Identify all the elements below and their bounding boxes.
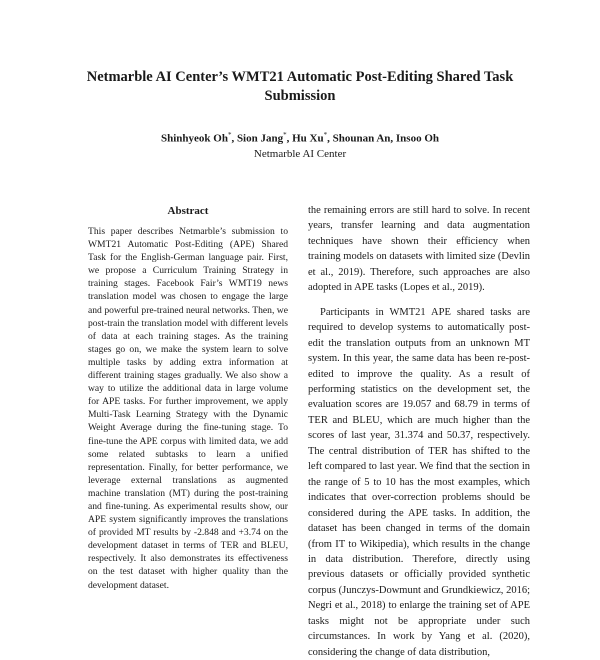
introduction-column <box>308 203 530 658</box>
author-mark: * <box>227 131 232 139</box>
author-name: Shounan An <box>332 132 391 145</box>
paper-title: Netmarble AI Center’s WMT21 Automatic Post-Editing Shared Task Submission <box>86 69 514 104</box>
author-mark: * <box>283 131 287 139</box>
body-paragraph: the remaining errors are still hard to solve. In recent years, transfer learning and data augmentation techniques have shown their efficiency when training models on datasets with limited size (Devlin et al., 2019). Therefore, such approaches are also adopted in APE tasks (Lopes et al., 2019). <box>308 205 530 294</box>
author-name: Sion Jang <box>236 132 284 145</box>
author-list: Shinhyeok Oh*, Sion Jang*, Hu Xu*, Shounan An, Insoo Oh <box>160 131 440 145</box>
body-paragraph: Participants in WMT21 APE shared tasks are required to develop systems to automatically post-edit the translation outputs from an unknown MT system. In this year, the same data has been re-post-edited to improve the quality. As a result of performing statistics on the development set, the evaluation scores are 19.057 and 68.79 in terms of TER and BLEU, which are much higher than the scores of last year, 31.374 and 50.37, respectively. The central distribution of TER has shifted to the left compared to last year. We find that the section in the range of 5 to 10 has the most examples, which indicates that over-correction problems should be considered during the APE tasks. In addition, the dataset has been changed in terms of the domain (from IT to Wikipedia), which results in the change in data distribution. Therefore, directly using previous datasets or officially provided synthetic corpus (Junczys-Dowmunt and Grundkiewicz, 2016; Negri et al., 2018) to enlarge the training set of APE tasks might not be appropriate under such circumstances. In work by Yang et al. (2020), considering the change of data distribution, <box>308 306 530 658</box>
abstract-text: This paper describes Netmarble’s submission to WMT21 Automatic Post-Editing (APE) Shared Task for the English-German language pair. First, we propose a Curriculum Training Strategy in training stages. Facebook Fair’s WMT19 news translation model was chosen to engage the large and powerful pre-trained neural networks. Then, we post-train the translation model with different levels of data at each training stages. As the training stages go on, we make the system learn to solve multiple tasks by adding extra information at different training stages gradually. We also show a way to utilize the additional data in large volume for APE tasks. For further improvement, we apply Multi-Task Learning Strategy with the Dynamic Weight Average during the fine-tuning stage. To fine-tune the APE corpus with limited data, we add some related subtasks to learn a unified representation. Finally, for better performance, we leverage external translations as augmented machine translation (MT) during the post-training and fine-tuning. As experimental results show, our APE system significantly improves the translations of provided MT results by -2.848 and +3.74 on the development dataset in terms of TER and BLEU, respectively. It also demonstrates its effectiveness on the test dataset with higher quality than the development dataset. <box>88 226 288 591</box>
author-name: Insoo Oh <box>395 132 440 145</box>
author-mark: * <box>323 131 328 139</box>
author-block <box>60 128 540 162</box>
author-name: Hu Xu <box>292 132 324 145</box>
affiliation: Netmarble AI Center <box>253 147 347 160</box>
abstract-heading: Abstract <box>167 205 209 217</box>
author-name: Shinhyeok Oh <box>160 132 228 145</box>
